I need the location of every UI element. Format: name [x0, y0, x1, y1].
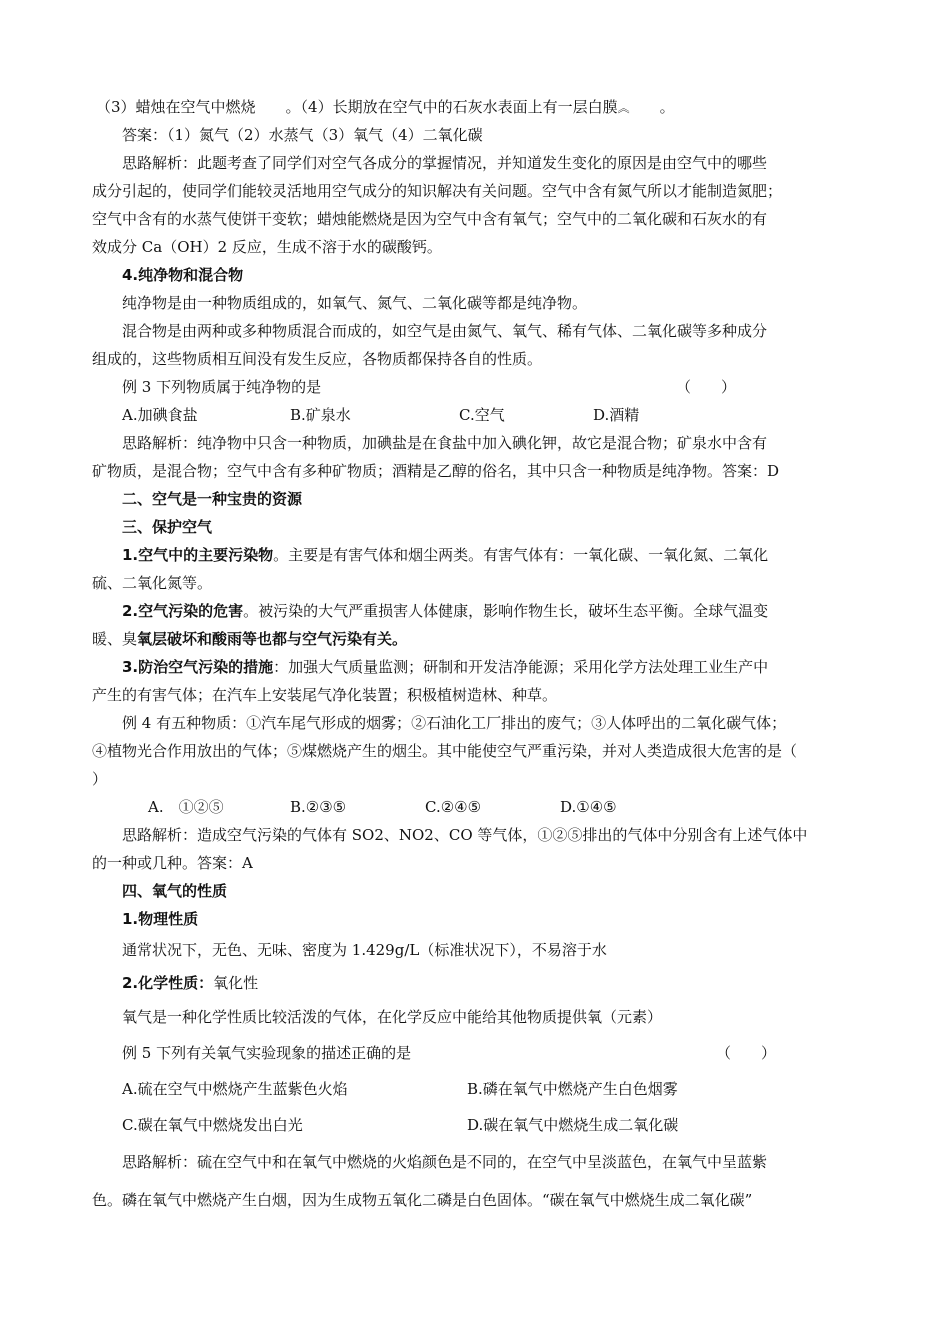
- analysis-1-line-4: 效成分 Ca（OH）2 反应，生成不溶于水的碳酸钙。: [92, 238, 442, 256]
- measures-heading: 3.防治空气污染的措施: [122, 658, 274, 676]
- example-5-option-a: A.硫在空气中燃烧产生蓝紫色火焰: [122, 1080, 348, 1098]
- heading-section-4: 四、氧气的性质: [122, 882, 228, 900]
- text: 氧化性: [213, 974, 259, 992]
- heading-pure-mixture: 4.纯净物和混合物: [122, 266, 244, 284]
- mixture-definition-1: 混合物是由两种或多种物质混合而成的，如空气是由氮气、氧气、稀有气体、二氧化碳等多种成分: [122, 322, 768, 340]
- analysis-5-line-1: 思路解析：硫在空气中和在氧气中燃烧的火焰颜色是不同的，在空气中呈淡蓝色，在氧气中呈蓝紫: [122, 1153, 768, 1171]
- example-4-option-d: D.①④⑤: [560, 798, 617, 816]
- analysis-1-line-1: 思路解析：此题考查了同学们对空气各成分的掌握情况，并知道发生变化的原因是由空气中的哪些: [122, 154, 768, 172]
- text-bold: 氧层破坏和酸雨等也都与空气污染有关。: [137, 630, 408, 648]
- example-3-question: 例 3 下列物质属于纯净物的是: [122, 378, 322, 396]
- mixture-definition-2: 组成的，这些物质相互间没有发生反应，各物质都保持各自的性质。: [92, 350, 543, 368]
- chemical-heading: 2.化学性质：: [122, 974, 214, 992]
- heading-physical: 1.物理性质: [122, 910, 199, 928]
- analysis-4-line-2: 的一种或几种。答案：A: [92, 854, 253, 872]
- analysis-1-line-3: 空气中含有的水蒸气使饼干变软；蜡烛能燃烧是因为空气中含有氧气；空气中的二氧化碳和石灰水的有: [92, 210, 768, 228]
- measures-line-2: 产生的有害气体；在汽车上安装尾气净化装置；积极植树造林、种草。: [92, 686, 558, 704]
- harm-heading: 2.空气污染的危害: [122, 602, 244, 620]
- example-5-question: 例 5 下列有关氧气实验现象的描述正确的是: [122, 1044, 412, 1062]
- pollutants-line-2: 硫、二氧化氮等。: [92, 574, 213, 592]
- example-5-option-d: D.碳在氧气中燃烧生成二氧化碳: [467, 1116, 679, 1134]
- analysis-3-line-1: 思路解析：纯净物中只含一种物质，加碘盐是在食盐中加入碘化钾，故它是混合物；矿泉水中含有: [122, 434, 768, 452]
- example-5-option-b: B.磷在氧气中燃烧产生白色烟雾: [467, 1080, 678, 1098]
- text: 。（4）长期放在空气中的石灰水表面上有一层白膜: [285, 98, 618, 116]
- example-3-answer-blank: （ ）: [676, 378, 737, 396]
- measures-line-1: [122, 657, 768, 677]
- text: 暖、臭: [92, 630, 138, 648]
- example-3-option-a: A.加碘食盐: [122, 406, 198, 424]
- text: 。主要是有害气体和烟尘两类。有害气体有：一氧化碳、一氧化氮、二氧化: [273, 546, 769, 564]
- example-5-answer-blank: （ ）: [716, 1044, 777, 1062]
- harm-line-1: [122, 601, 768, 621]
- heading-section-2: 二、空气是一种宝贵的资源: [122, 490, 303, 508]
- example-4-line-3: ）: [92, 770, 108, 788]
- example-5-option-c: C.碳在氧气中燃烧发出白光: [122, 1116, 303, 1134]
- example-4-line-1: 例 4 有五种物质：①汽车尾气形成的烟雾；②石油化工厂排出的废气；③人体呼出的二氧化碳气体；: [122, 714, 787, 732]
- example-4-line-2: ④植物光合作用放出的气体；⑤煤燃烧产生的烟尘。其中能使空气严重污染，并对人类造成很大危害的是（: [92, 742, 798, 760]
- example-3-option-c: C.空气: [459, 406, 505, 424]
- text: 。: [659, 98, 675, 116]
- caret-mark-icon: ︽: [617, 101, 630, 115]
- example-4-option-b: B.②③⑤: [290, 798, 347, 816]
- example-3-option-b: B.矿泉水: [290, 406, 351, 424]
- analysis-3-line-2: 矿物质，是混合物；空气中含有多种矿物质；酒精是乙醇的俗名，其中只含一种物质是纯净物。答案：D: [92, 462, 780, 480]
- analysis-5-line-2: 色。磷在氧气中燃烧产生白烟，因为生成物五氧化二磷是白色固体。“碳在氧气中燃烧生成二氧化碳”: [92, 1191, 753, 1209]
- harm-line-2: [92, 629, 407, 649]
- text: （3）蜡烛在空气中燃烧: [96, 98, 256, 116]
- chemical-heading-line: [122, 973, 258, 993]
- example-3-option-d: D.酒精: [593, 406, 640, 424]
- analysis-1-line-2: 成分引起的，使同学们能较灵活地用空气成分的知识解决有关问题。空气中含有氮气所以才能制造氮肥；: [92, 182, 783, 200]
- text: 。被污染的大气严重损害人体健康，影响作物生长，破坏生态平衡。全球气温变: [243, 602, 769, 620]
- pure-definition: 纯净物是由一种物质组成的，如氧气、氮气、二氧化碳等都是纯净物。: [122, 294, 588, 312]
- chemical-properties: 氧气是一种化学性质比较活泼的气体，在化学反应中能给其他物质提供氧（元素）: [122, 1008, 663, 1026]
- heading-section-3: 三、保护空气: [122, 518, 213, 536]
- physical-properties: 通常状况下，无色、无味、密度为 1.429g/L（标准状况下），不易溶于水: [122, 941, 607, 959]
- answer-1: 答案：（1）氮气（2）水蒸气（3）氧气（4）二氧化碳: [122, 126, 483, 144]
- analysis-4-line-1: 思路解析：造成空气污染的气体有 SO2、NO2、CO 等气体，①②⑤排出的气体中分别含有上述气体中: [122, 826, 808, 844]
- example-4-option-a: A. ①②⑤: [148, 798, 224, 816]
- pollutants-line-1: [122, 545, 768, 565]
- pollutants-heading: 1.空气中的主要污染物: [122, 546, 274, 564]
- question-line-3-4: [96, 97, 675, 118]
- example-4-option-c: C.②④⑤: [425, 798, 482, 816]
- text: ：加强大气质量监测；研制和开发洁净能源；采用化学方法处理工业生产中: [273, 658, 769, 676]
